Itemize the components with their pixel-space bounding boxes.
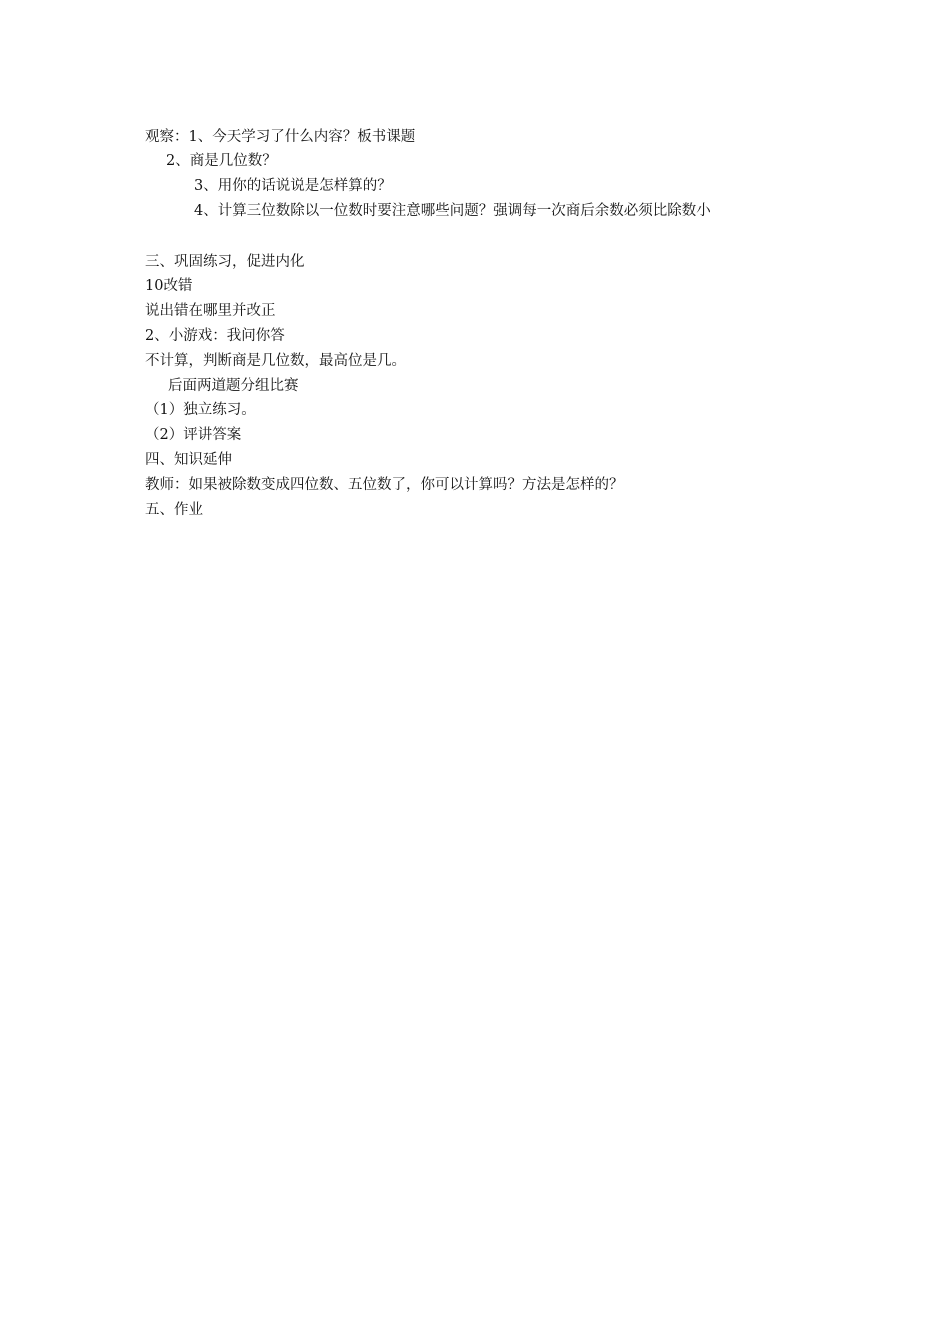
practice-item-correction: 10改错 [145,278,193,294]
observe-question-3: 3、用你的话说说是怎样算的？ [194,178,392,194]
practice-instruction: 说出错在哪里并改正 [145,303,276,319]
observe-question-4: 4、计算三位数除以一位数时要注意哪些问题？强调每一次商后余数必须比除数小 [194,203,711,219]
section-heading-homework: 五、作业 [145,502,203,518]
game-instruction: 不计算，判断商是几位数，最高位是几。 [145,353,406,369]
section-heading-extension: 四、知识延伸 [145,452,232,468]
step-independent-practice: （1）独立练习。 [145,402,256,418]
practice-item-game: 2、小游戏：我问你答 [145,328,285,344]
observe-question-2: 2、商是几位数？ [166,153,277,169]
teacher-question: 教师：如果被除数变成四位数、五位数了，你可以计算吗？方法是怎样的？ [145,477,624,493]
observe-question-1: 观察：1、今天学习了什么内容？板书课题 [145,129,416,145]
section-heading-practice: 三、巩固练习，促进内化 [145,254,305,270]
step-review-answers: （2）评讲答案 [145,427,242,443]
group-competition-note: 后面两道题分组比赛 [168,378,299,394]
